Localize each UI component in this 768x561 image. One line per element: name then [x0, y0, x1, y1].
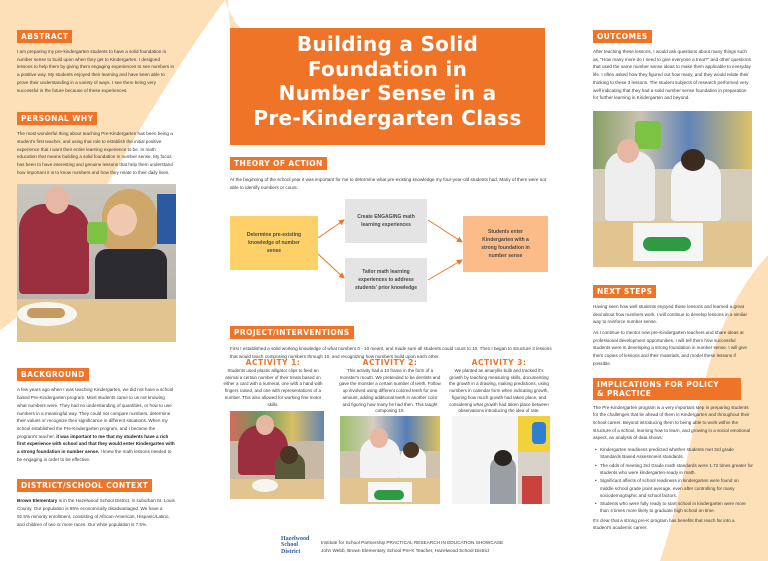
implications-closing: It's clear that a strong pre-K program has benefits that reach far into a student's academic career.	[593, 517, 735, 531]
activities	[223, 358, 555, 518]
left-column	[17, 26, 175, 528]
photo-outcomes-classroom	[593, 111, 752, 267]
background-heading: BACKGROUND	[17, 368, 89, 381]
personal-why-heading: PERSONAL WHY	[17, 112, 97, 125]
flow-box-bottom-label: Tailor math learning experiences to address students' prior knowledge	[354, 269, 418, 291]
implications-text: The Pre-Kindergarten program is a very important step in preparing students for the challenges that lie ahead of them in Kindergarten and throughout their school career. Beyond introducing them to being able to work within the structure of a school, learning how to learn, and growing in a social emotional aspect, an analysis of data shows:	[593, 404, 751, 441]
title-line-2: Foundation in	[307, 56, 468, 81]
footer-author-line: John Webb, Brown Elementary School Pre-K Teacher, Hazelwood School District	[321, 548, 490, 553]
personal-why-text: The most wonderful thing about teaching Pre-Kindergarten has been being a student's first teacher, and using that role to establish the initial positive experience that I want their entire learning experience to be. In math education that means building a solid foundation in number sense. My focus has been to have interesting and genuine lessons that help them understand how important it is to know numbers and how they relate to their daily lives.	[17, 131, 173, 175]
activity-2	[339, 358, 441, 504]
outcomes-heading: OUTCOMES	[593, 30, 652, 43]
implications-heading-line-1: IMPLICATIONS FOR POLICY	[597, 379, 720, 389]
flow-box-top-label: Create ENGAGING math learning experiences	[357, 214, 415, 228]
activity-1-text: Students used plastic alligator clips to feed an animal a certain number of their treats based on either a card with a numeral, one with a hand with fingers raised, and one with representations of a number. This also allowed for working fine motor skills.	[223, 368, 323, 407]
title-line-4: Pre-Kindergarten Class	[253, 105, 522, 130]
theory-of-action-section	[230, 153, 550, 191]
next-steps-section	[593, 281, 753, 368]
implications-heading-line-2: & PRACTICE	[597, 388, 652, 398]
right-column	[593, 26, 753, 532]
flow-box-start-label: Determine pre-existing knowledge of number sense	[246, 232, 302, 254]
implications-bullet: • The odds of meeting 3rd Grade math standards were 1.72 times greater for students who were kindergarten-ready in math.	[593, 462, 753, 477]
next-steps-text-2: As I continue to mentor new pre-Kindergarten teachers and share ideas at professional development opportunities, I will tell them how successful students were in developing a strong foundation in number sense. I will give them copies of lessons and their materials, and model these lessons if possible.	[593, 330, 747, 366]
implications-bullet: • Significant affects of school readiness in kindergarten were found on middle school grade point average, even after controlling for many sociodemographic and school factors.	[593, 477, 753, 499]
district-context-heading: DISTRICT/SCHOOL CONTEXT	[17, 479, 152, 492]
abstract-section	[17, 26, 175, 94]
implications-section	[593, 378, 753, 533]
flow-box-end-label: Students enter Kindergarten with a strong foundation in number sense	[481, 229, 530, 259]
implications-bullet-list	[593, 446, 753, 515]
abstract-heading: ABSTRACT	[17, 30, 72, 43]
activity-3	[448, 358, 550, 504]
implications-heading	[593, 378, 741, 400]
project-interventions-section	[230, 322, 555, 360]
theory-of-action-heading: THEORY OF ACTION	[230, 157, 327, 170]
title-line-1: Building a Solid	[296, 32, 479, 56]
theory-of-action-text: At the beginning of the school year it was important for me to determine what pre-existing knowledge my four-year-old students had. Many of them were not able to identify numbers or count.	[230, 177, 547, 190]
logo-line-2: School	[281, 542, 299, 549]
background-text-bold: it was important to me that my students have a rich first experience with school and that they would enter Kindergarten with a strong foundation in number sense.	[17, 433, 175, 455]
background-section	[17, 364, 175, 463]
activity-2-text: This activity had a 10 frame in the form of a monster's mouth. We pretended to be dentists and gave the monster a certain number of teeth. Follow up involved using different colored teeth for one amount, adding additional teeth in another color and figuring how many he had then. This taught composing 10.	[339, 368, 441, 414]
implications-bullet: • Kindergarten readiness predicted whether students met 3rd grade Standards Based Assessment standards.	[593, 446, 753, 461]
activity-2-title: ACTIVITY 2:	[362, 358, 418, 367]
activity-1-title: ACTIVITY 1:	[245, 358, 301, 367]
abstract-text: I am preparing my pre-kindergarten students to have a solid foundation in number sense to build upon when they get to Kindergarten. I designed lessons to help them by giving them engaging experiences to see numbers in a positive way. My students enjoyed their learning and have been able to prove their understanding in a variety of ways. I see them being very successful in the future because of these experiences.	[17, 49, 175, 93]
logo-line-1: Hazelwood	[281, 536, 310, 542]
outcomes-section	[593, 26, 753, 102]
activity-3-text: We planted an amaryllis bulb and tracked it's growth by teaching measuring skills, documenting the growth in a drawing, making predictions, using numbers in calendar form when indicating growth, figuring how much growth had taken place, and considering what growth had taken place between observations introducing the idea of rate.	[449, 368, 549, 414]
hazelwood-school-district-logo	[281, 536, 315, 558]
district-school-name: Brown Elementary	[17, 498, 58, 504]
flow-box-tailor-experiences	[345, 258, 427, 302]
poster-footer	[281, 536, 571, 558]
flow-box-students-enter-kindergarten	[463, 216, 548, 272]
activity-1-photo	[230, 411, 324, 499]
background-text	[17, 386, 175, 463]
flow-box-determine-knowledge	[230, 216, 318, 270]
background-text-start: A few years ago when I was teaching Kindergarten, we did not have a school based Pre-Kindergarten program. Most students came to us not knowing what numbers were. They had no understanding of quantities, or how to use numbers in a meaningful way. They could not compare numbers, determine their values or recognize their significance in different situations. When my school established the Pre-Kindergarten program, and I became the program's teacher,	[17, 387, 174, 439]
next-steps-heading: NEXT STEPS	[593, 285, 656, 298]
background-text-end: I knew the math lessons needed to be engaging in order to be effective.	[17, 449, 172, 462]
footer-institute-line: Institute for School Partnership PRACTICAL RESEARCH IN EDUCATION SHOWCASE	[321, 540, 504, 545]
logo-line-3: District	[281, 548, 301, 555]
personal-why-section	[17, 108, 175, 176]
activity-3-photo	[452, 416, 550, 504]
district-context-text	[17, 497, 175, 528]
photo-teacher-student-cookies	[17, 184, 176, 342]
project-interventions-heading: PROJECT/INTERVENTIONS	[230, 326, 354, 339]
activity-3-title: ACTIVITY 3:	[471, 358, 527, 367]
implications-bullet: • Students who were fully ready to start school in kindergarten were more than 4 times more likely to graduate high school on time.	[593, 500, 753, 515]
next-steps-text-1: Having seen how well students enjoyed these lessons and learned a great deal about how numbers work, I will continue to develop lessons in a similar way to reinforce number sense.	[593, 303, 747, 325]
outcomes-text: After teaching these lessons, I would ask questions about many things such as, “How many more do I need to give everyone a treat?” and other questions that used the same number sense ideas to make them applicable to everyday life. I often asked how they figured out how many, and they would relate their thinking to these 3 lessons. The student subjects of research performed very well indicating that they had a solid number sense foundation in preparation for further learning in Kindergarten and beyond.	[593, 49, 751, 101]
title-line-3: Number Sense in a	[278, 81, 497, 105]
poster-title	[230, 28, 545, 145]
flow-box-engaging-experiences	[345, 199, 427, 243]
district-context-body: is in the Hazelwood School District, in suburban St. Louis County. Our population is 65% economically disadvantaged. We have a 92.5% minority enrollment, consisting of African-American, Hispanic/Latino, and children of two or more races. Our white population is 7.5%.	[17, 498, 175, 527]
activity-1	[222, 358, 324, 499]
theory-of-action-diagram	[230, 190, 550, 315]
district-context-section	[17, 475, 175, 528]
activity-2-photo	[340, 416, 440, 504]
project-interventions-text: First I established a solid working knowledge of what numbers 0 - 10 meant, and made sure all students could count to 10. Then I began to structure 3 lessons that would teach composing numbers through 10, and recognizing how numbers build upon each other.	[230, 346, 552, 359]
